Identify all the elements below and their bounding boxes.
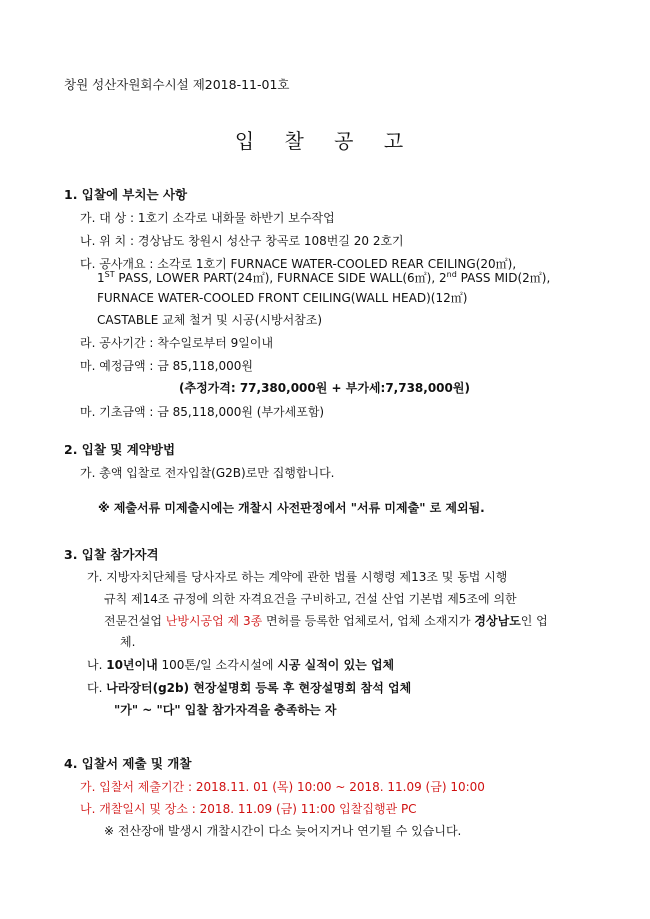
section-3-heading: 3. 입찰 참가자격 [64, 547, 159, 562]
license-highlight: 난방시공업 제 3종 [165, 614, 263, 628]
s1-item-ra: 라. 공사기간 : 착수일로부터 9일이내 [80, 336, 274, 350]
s1-item-da-line2: 1ST PASS, LOWER PART(24㎡), FURNACE SIDE WALL(6㎡), 2nd PASS MID(2㎡), [97, 270, 551, 285]
s2-item-ga: 가. 총액 입찰로 전자입찰(G2B)로만 집행합니다. [80, 466, 335, 480]
s1-item-ma-estimated: 마. 예정금액 : 금 85,118,000원 [80, 359, 253, 373]
s3-item-ga-line4: 체. [120, 635, 136, 649]
s3-item-na: 나. 10년이내 100톤/일 소각시설에 시공 실적이 있는 업체 [87, 658, 395, 672]
region-highlight: 경상남도 [474, 614, 521, 628]
s4-item-na: 나. 개찰일시 및 장소 : 2018. 11.09 (금) 11:00 입찰집행관 PC [80, 802, 417, 816]
s1-item-ga: 가. 대 상 : 1호기 소각로 내화물 하반기 보수작업 [80, 211, 335, 225]
section-2-heading: 2. 입찰 및 계약방법 [64, 442, 176, 457]
s3-item-da: 다. 나라장터(g2b) 현장설명회 등록 후 현장설명회 참석 업체 [87, 681, 412, 695]
section-1-heading: 1. 입찰에 부치는 사항 [64, 187, 188, 202]
s1-item-ma-base: 마. 기초금액 : 금 85,118,000원 (부가세포함) [80, 405, 325, 419]
document-header: 창원 성산자원회수시설 제2018-11-01호 [64, 77, 290, 92]
section-4-heading: 4. 입찰서 제출 및 개찰 [64, 756, 192, 771]
s1-item-ma-note: (추정가격: 77,380,000원 + 부가세:7,738,000원) [179, 381, 470, 395]
s3-summary: "가" ~ "다" 입찰 참가자격을 충족하는 자 [114, 703, 337, 717]
s4-note: ※ 전산장애 발생시 개찰시간이 다소 늦어지거나 연기될 수 있습니다. [104, 824, 462, 838]
s3-item-ga-line3: 전문건설업 난방시공업 제 3종 면허를 등록한 업체로서, 업체 소재지가 경상남도인 업 [104, 614, 548, 628]
s4-item-ga: 가. 입찰서 제출기간 : 2018.11. 01 (목) 10:00 ~ 2018. 11.09 (금) 10:00 [80, 780, 485, 794]
s3-item-ga-line1: 가. 지방자치단체를 당사자로 하는 계약에 관한 법률 시행령 제13조 및 동법 시행 [87, 570, 508, 584]
s1-item-na: 나. 위 치 : 경상남도 창원시 성산구 창곡로 108번길 20 2호기 [80, 234, 404, 248]
s1-item-da-line4: CASTABLE 교체 철거 및 시공(시방서참조) [97, 313, 323, 327]
s1-item-da-line3: FURNACE WATER-COOLED FRONT CEILING(WALL HEAD)(12㎡) [97, 291, 468, 305]
page-title: 입 찰 공 고 [234, 129, 416, 153]
s2-note: ※ 제출서류 미제출시에는 개찰시 사전판정에서 "서류 미제출" 로 제외됨. [98, 501, 485, 515]
s1-item-da-line1: 다. 공사개요 : 소각로 1호기 FURNACE WATER-COOLED REAR CEILING(20㎡), [80, 257, 517, 271]
s3-item-ga-line2: 규칙 제14조 규정에 의한 자격요건을 구비하고, 건설 산업 기본법 제5조에 의한 [104, 592, 517, 606]
